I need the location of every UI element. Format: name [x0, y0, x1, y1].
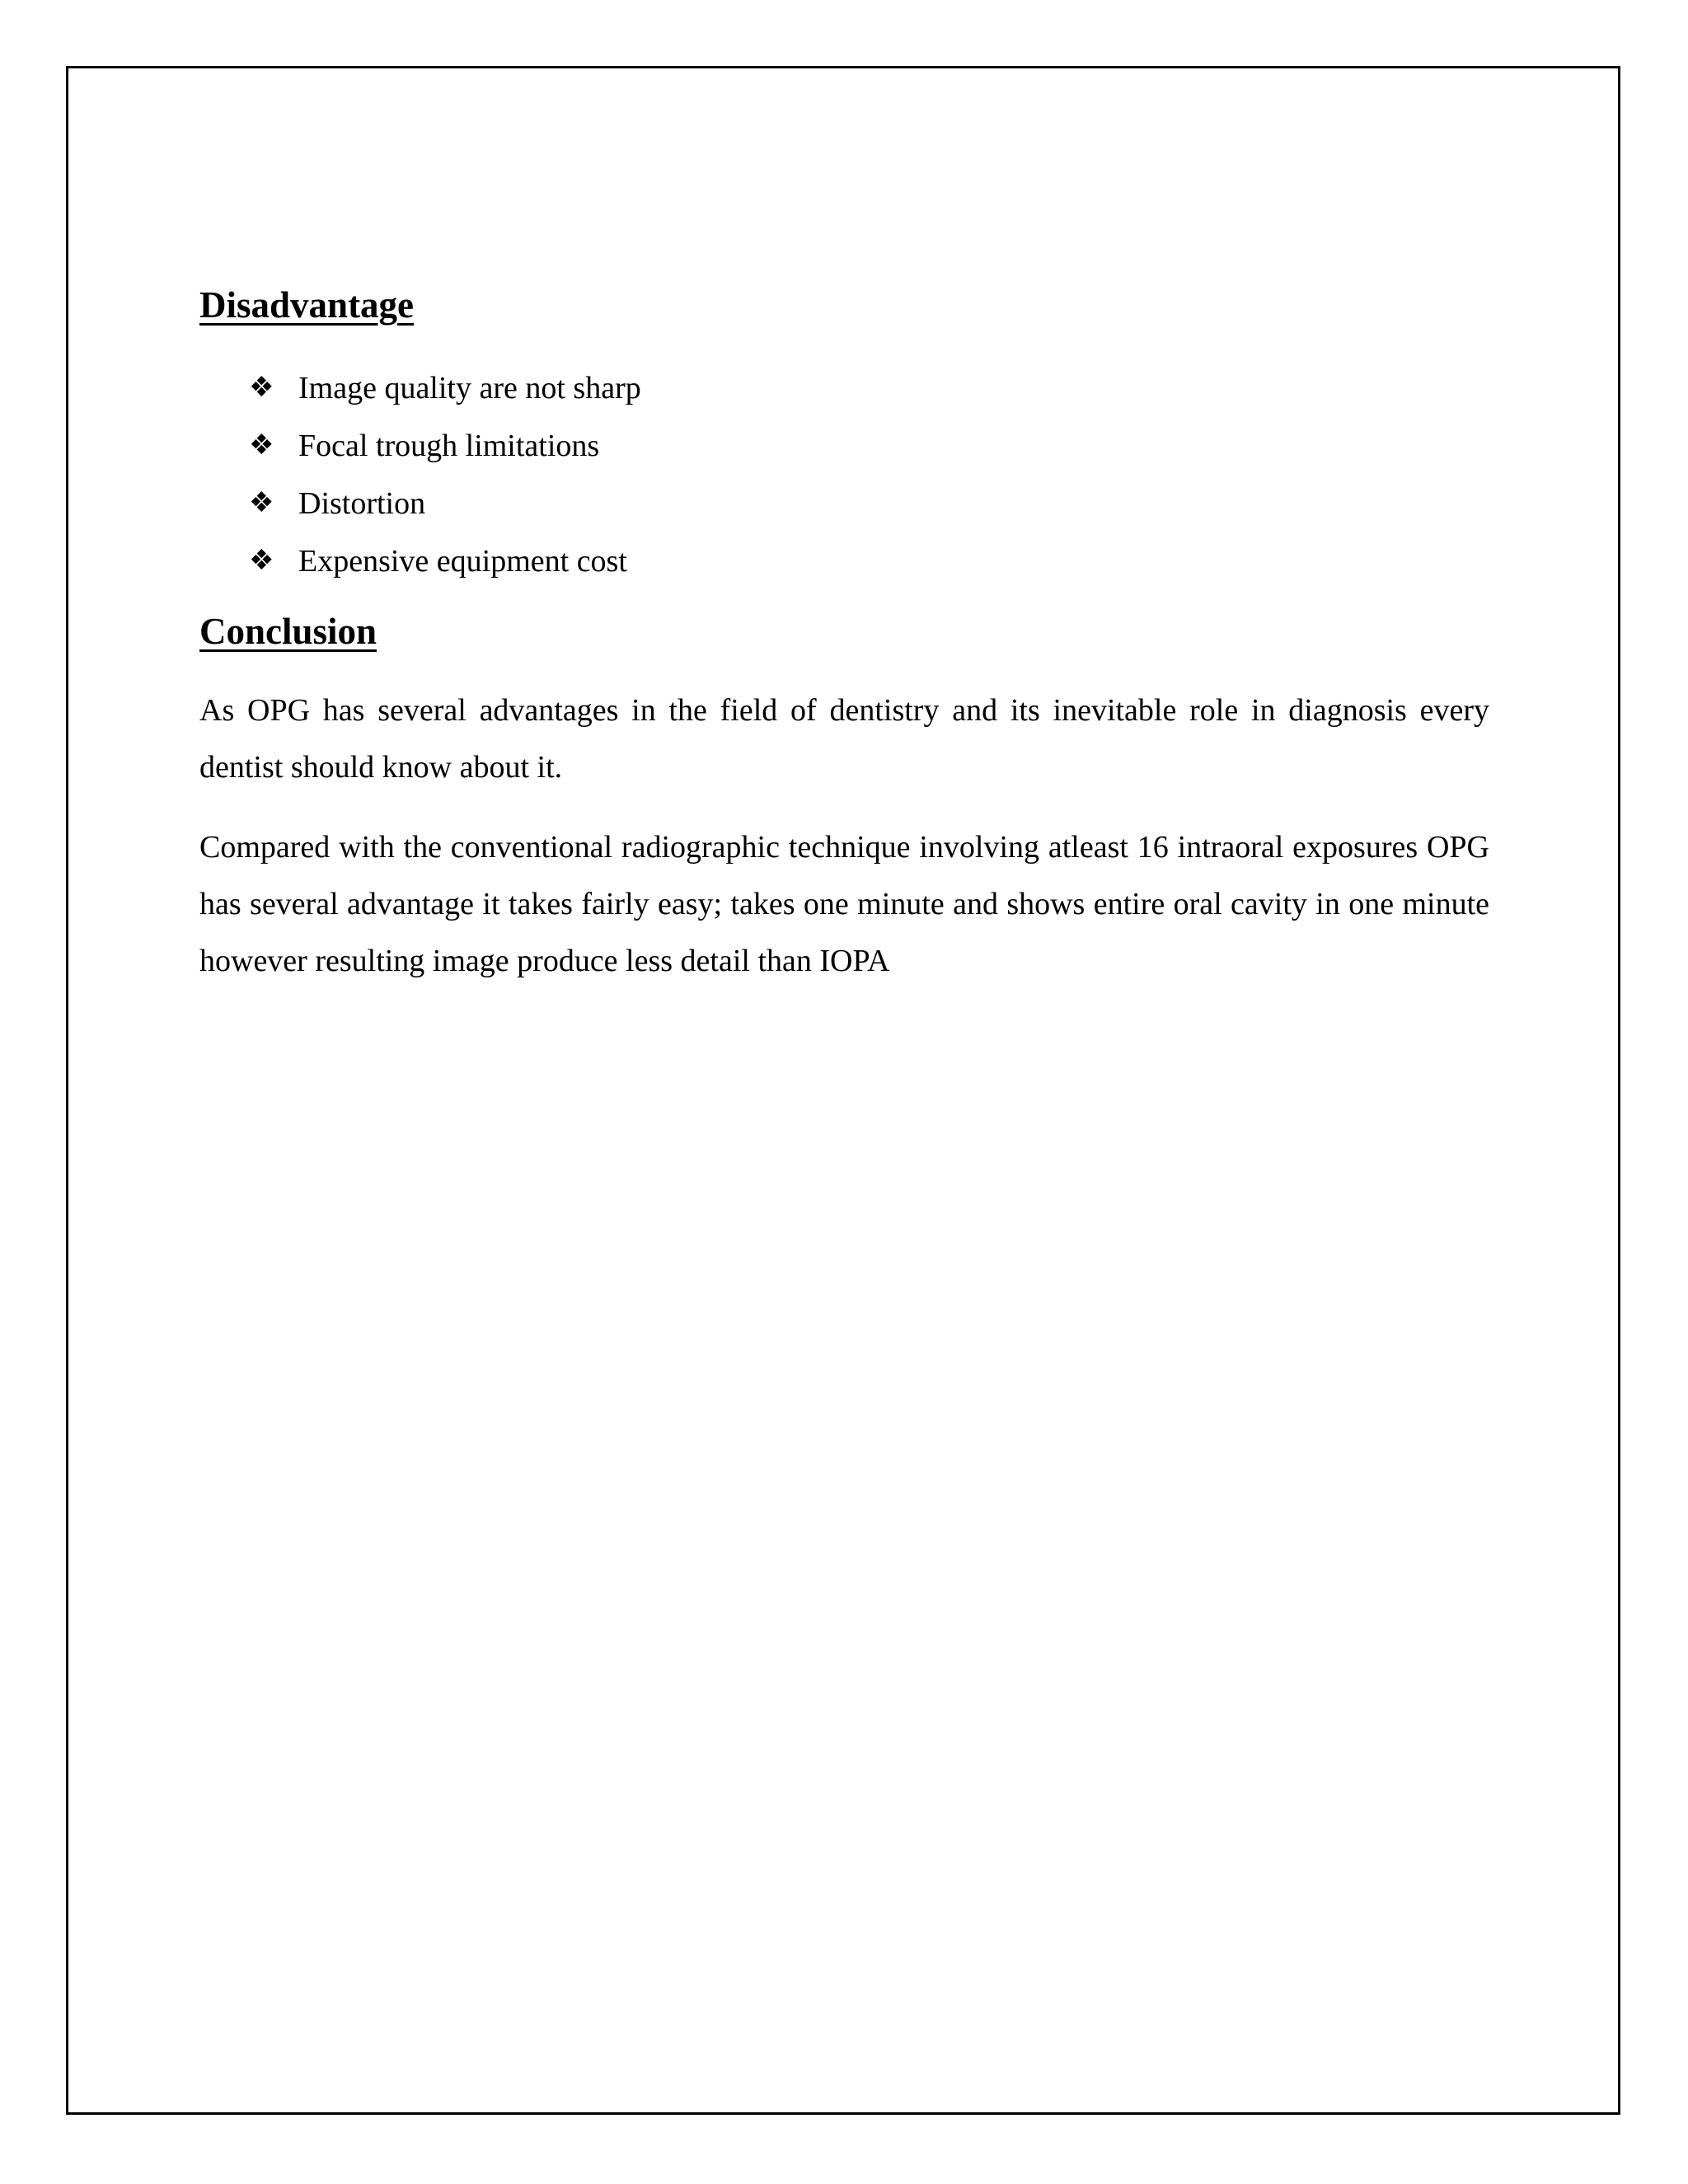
four-diamond-bullet-icon: ❖ — [249, 430, 274, 461]
conclusion-paragraph-2: Compared with the conventional radiographic technique involving atleast 16 intraoral exposures OPG has several advantage it takes fairly easy; takes one minute and shows entire oral cavity in one minute however resulting image produce less detail than IOPA — [199, 830, 1489, 978]
list-item-text: Focal trough limitations — [298, 429, 600, 463]
list-item — [249, 417, 1489, 475]
four-diamond-bullet-icon: ❖ — [249, 546, 274, 576]
list-item — [249, 359, 1489, 417]
page-content — [199, 279, 1489, 990]
disadvantage-list — [199, 359, 1489, 590]
list-item-text: Image quality are not sharp — [298, 371, 641, 405]
four-diamond-bullet-icon: ❖ — [249, 373, 274, 403]
list-item — [249, 475, 1489, 532]
conclusion-paragraph-1: As OPG has several advantages in the field of dentistry and its inevitable role in diagnosis every dentist should know about it. — [199, 693, 1489, 785]
list-item-text: Distortion — [298, 486, 426, 521]
list-item — [249, 532, 1489, 590]
four-diamond-bullet-icon: ❖ — [249, 488, 274, 518]
conclusion-heading: Conclusion — [199, 611, 377, 652]
disadvantage-heading: Disadvantage — [199, 284, 415, 326]
list-item-text: Expensive equipment cost — [298, 544, 627, 579]
